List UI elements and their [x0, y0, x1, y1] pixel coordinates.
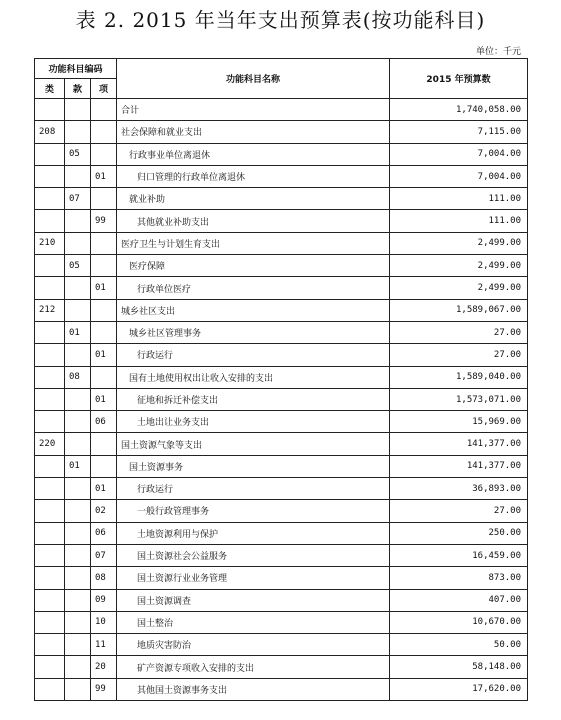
table-row	[35, 255, 528, 277]
cell-name: 就业补助	[117, 188, 390, 210]
cell-lei: 210	[35, 232, 65, 254]
table-row	[35, 455, 528, 477]
cell-kuan	[65, 634, 91, 656]
table-row	[35, 210, 528, 232]
cell-kuan	[65, 433, 91, 455]
cell-name: 归口管理的行政单位离退休	[117, 165, 390, 187]
table-row	[35, 634, 528, 656]
cell-lei	[35, 678, 65, 700]
cell-name: 行政单位医疗	[117, 277, 390, 299]
cell-name: 地质灾害防治	[117, 634, 390, 656]
cell-kuan	[65, 165, 91, 187]
cell-name: 其他就业补助支出	[117, 210, 390, 232]
cell-name: 矿产资源专项收入安排的支出	[117, 656, 390, 678]
cell-name: 一般行政管理事务	[117, 500, 390, 522]
cell-name: 城乡社区管理事务	[117, 321, 390, 343]
table-row	[35, 411, 528, 433]
cell-xiang: 20	[91, 656, 117, 678]
unit-label: 单位：千元	[475, 47, 521, 57]
cell-lei	[35, 455, 65, 477]
table-row	[35, 388, 528, 410]
cell-name: 医疗保障	[117, 255, 390, 277]
cell-lei: 212	[35, 299, 65, 321]
cell-lei	[35, 544, 65, 566]
cell-kuan	[65, 99, 91, 121]
cell-lei	[35, 478, 65, 500]
cell-lei	[35, 611, 65, 633]
cell-lei	[35, 567, 65, 589]
cell-xiang: 01	[91, 478, 117, 500]
cell-xiang: 11	[91, 634, 117, 656]
cell-kuan	[65, 299, 91, 321]
table-body	[35, 99, 528, 701]
header-code-group: 功能科目编码	[35, 59, 117, 79]
cell-xiang	[91, 433, 117, 455]
cell-lei	[35, 634, 65, 656]
cell-kuan: 07	[65, 188, 91, 210]
cell-amount: 7,004.00	[390, 143, 528, 165]
cell-lei	[35, 344, 65, 366]
cell-name: 国土资源事务	[117, 455, 390, 477]
cell-xiang: 02	[91, 500, 117, 522]
cell-amount: 141,377.00	[390, 455, 528, 477]
cell-amount: 111.00	[390, 210, 528, 232]
cell-xiang	[91, 366, 117, 388]
cell-name: 国土整治	[117, 611, 390, 633]
cell-xiang	[91, 188, 117, 210]
cell-amount: 7,004.00	[390, 165, 528, 187]
cell-lei	[35, 143, 65, 165]
cell-kuan	[65, 277, 91, 299]
cell-name: 社会保障和就业支出	[117, 121, 390, 143]
header-name: 功能科目名称	[117, 59, 390, 99]
cell-name: 合计	[117, 99, 390, 121]
cell-kuan	[65, 478, 91, 500]
table-row	[35, 478, 528, 500]
table-row	[35, 277, 528, 299]
cell-xiang: 07	[91, 544, 117, 566]
cell-lei	[35, 188, 65, 210]
cell-amount: 1,589,040.00	[390, 366, 528, 388]
cell-xiang: 10	[91, 611, 117, 633]
cell-xiang: 99	[91, 210, 117, 232]
cell-kuan	[65, 500, 91, 522]
cell-amount: 141,377.00	[390, 433, 528, 455]
cell-xiang: 01	[91, 388, 117, 410]
cell-name: 土地资源利用与保护	[117, 522, 390, 544]
cell-amount: 27.00	[390, 500, 528, 522]
table-row	[35, 299, 528, 321]
cell-lei	[35, 165, 65, 187]
cell-kuan: 05	[65, 143, 91, 165]
cell-kuan: 08	[65, 366, 91, 388]
cell-lei	[35, 411, 65, 433]
table-row	[35, 121, 528, 143]
cell-name: 土地出让业务支出	[117, 411, 390, 433]
cell-name: 城乡社区支出	[117, 299, 390, 321]
cell-kuan: 01	[65, 455, 91, 477]
cell-xiang	[91, 121, 117, 143]
cell-amount: 7,115.00	[390, 121, 528, 143]
cell-name: 国土资源社会公益服务	[117, 544, 390, 566]
cell-lei	[35, 210, 65, 232]
table-row	[35, 611, 528, 633]
cell-amount: 10,670.00	[390, 611, 528, 633]
cell-amount: 407.00	[390, 589, 528, 611]
table-row	[35, 656, 528, 678]
cell-amount: 1,740,058.00	[390, 99, 528, 121]
cell-lei	[35, 522, 65, 544]
cell-xiang: 09	[91, 589, 117, 611]
cell-xiang: 06	[91, 522, 117, 544]
table-row	[35, 522, 528, 544]
cell-amount: 58,148.00	[390, 656, 528, 678]
cell-xiang	[91, 321, 117, 343]
cell-amount: 27.00	[390, 344, 528, 366]
cell-xiang	[91, 232, 117, 254]
cell-xiang: 99	[91, 678, 117, 700]
cell-lei	[35, 321, 65, 343]
cell-name: 国有土地使用权出让收入安排的支出	[117, 366, 390, 388]
cell-amount: 250.00	[390, 522, 528, 544]
cell-amount: 873.00	[390, 567, 528, 589]
cell-kuan	[65, 232, 91, 254]
cell-name: 行政事业单位离退休	[117, 143, 390, 165]
table-row	[35, 143, 528, 165]
cell-amount: 17,620.00	[390, 678, 528, 700]
cell-amount: 50.00	[390, 634, 528, 656]
table-row	[35, 165, 528, 187]
cell-amount: 16,459.00	[390, 544, 528, 566]
cell-amount: 111.00	[390, 188, 528, 210]
header-lei: 类	[35, 79, 65, 99]
cell-xiang	[91, 299, 117, 321]
cell-amount: 1,589,067.00	[390, 299, 528, 321]
cell-xiang: 01	[91, 165, 117, 187]
cell-lei	[35, 366, 65, 388]
cell-kuan	[65, 567, 91, 589]
cell-xiang: 08	[91, 567, 117, 589]
table-row	[35, 321, 528, 343]
cell-name: 国土资源调查	[117, 589, 390, 611]
table-row	[35, 188, 528, 210]
cell-kuan	[65, 344, 91, 366]
cell-amount: 36,893.00	[390, 478, 528, 500]
cell-amount: 2,499.00	[390, 277, 528, 299]
cell-kuan	[65, 544, 91, 566]
cell-lei	[35, 656, 65, 678]
cell-xiang: 06	[91, 411, 117, 433]
cell-xiang: 01	[91, 344, 117, 366]
cell-kuan	[65, 210, 91, 232]
table-row	[35, 99, 528, 121]
cell-lei	[35, 277, 65, 299]
cell-lei	[35, 589, 65, 611]
cell-amount: 27.00	[390, 321, 528, 343]
header-kuan: 款	[65, 79, 91, 99]
cell-xiang: 01	[91, 277, 117, 299]
cell-amount: 15,969.00	[390, 411, 528, 433]
cell-xiang	[91, 99, 117, 121]
table-row	[35, 366, 528, 388]
cell-kuan	[65, 522, 91, 544]
cell-xiang	[91, 455, 117, 477]
page-title: 表 2. 2015 年当年支出预算表(按功能科目)	[75, 8, 486, 32]
cell-kuan: 01	[65, 321, 91, 343]
cell-name: 医疗卫生与计划生育支出	[117, 232, 390, 254]
cell-lei	[35, 99, 65, 121]
cell-name: 其他国土资源事务支出	[117, 678, 390, 700]
cell-name: 国土资源行业业务管理	[117, 567, 390, 589]
cell-name: 行政运行	[117, 344, 390, 366]
cell-xiang	[91, 255, 117, 277]
cell-amount: 2,499.00	[390, 232, 528, 254]
cell-kuan	[65, 121, 91, 143]
cell-kuan	[65, 611, 91, 633]
cell-lei	[35, 388, 65, 410]
cell-lei: 208	[35, 121, 65, 143]
cell-lei: 220	[35, 433, 65, 455]
table-row	[35, 567, 528, 589]
cell-kuan: 05	[65, 255, 91, 277]
cell-amount: 2,499.00	[390, 255, 528, 277]
cell-name: 行政运行	[117, 478, 390, 500]
table-row	[35, 500, 528, 522]
header-amount: 2015 年预算数	[390, 59, 528, 99]
cell-kuan	[65, 388, 91, 410]
cell-name: 国土资源气象等支出	[117, 433, 390, 455]
cell-lei	[35, 255, 65, 277]
table-row	[35, 232, 528, 254]
budget-table	[34, 58, 528, 701]
cell-amount: 1,573,071.00	[390, 388, 528, 410]
table-row	[35, 344, 528, 366]
table-row	[35, 544, 528, 566]
cell-kuan	[65, 411, 91, 433]
table-row	[35, 678, 528, 700]
cell-name: 征地和拆迁补偿支出	[117, 388, 390, 410]
cell-kuan	[65, 656, 91, 678]
cell-kuan	[65, 678, 91, 700]
header-xiang: 项	[91, 79, 117, 99]
cell-lei	[35, 500, 65, 522]
table-row	[35, 589, 528, 611]
cell-xiang	[91, 143, 117, 165]
cell-kuan	[65, 589, 91, 611]
table-row	[35, 433, 528, 455]
